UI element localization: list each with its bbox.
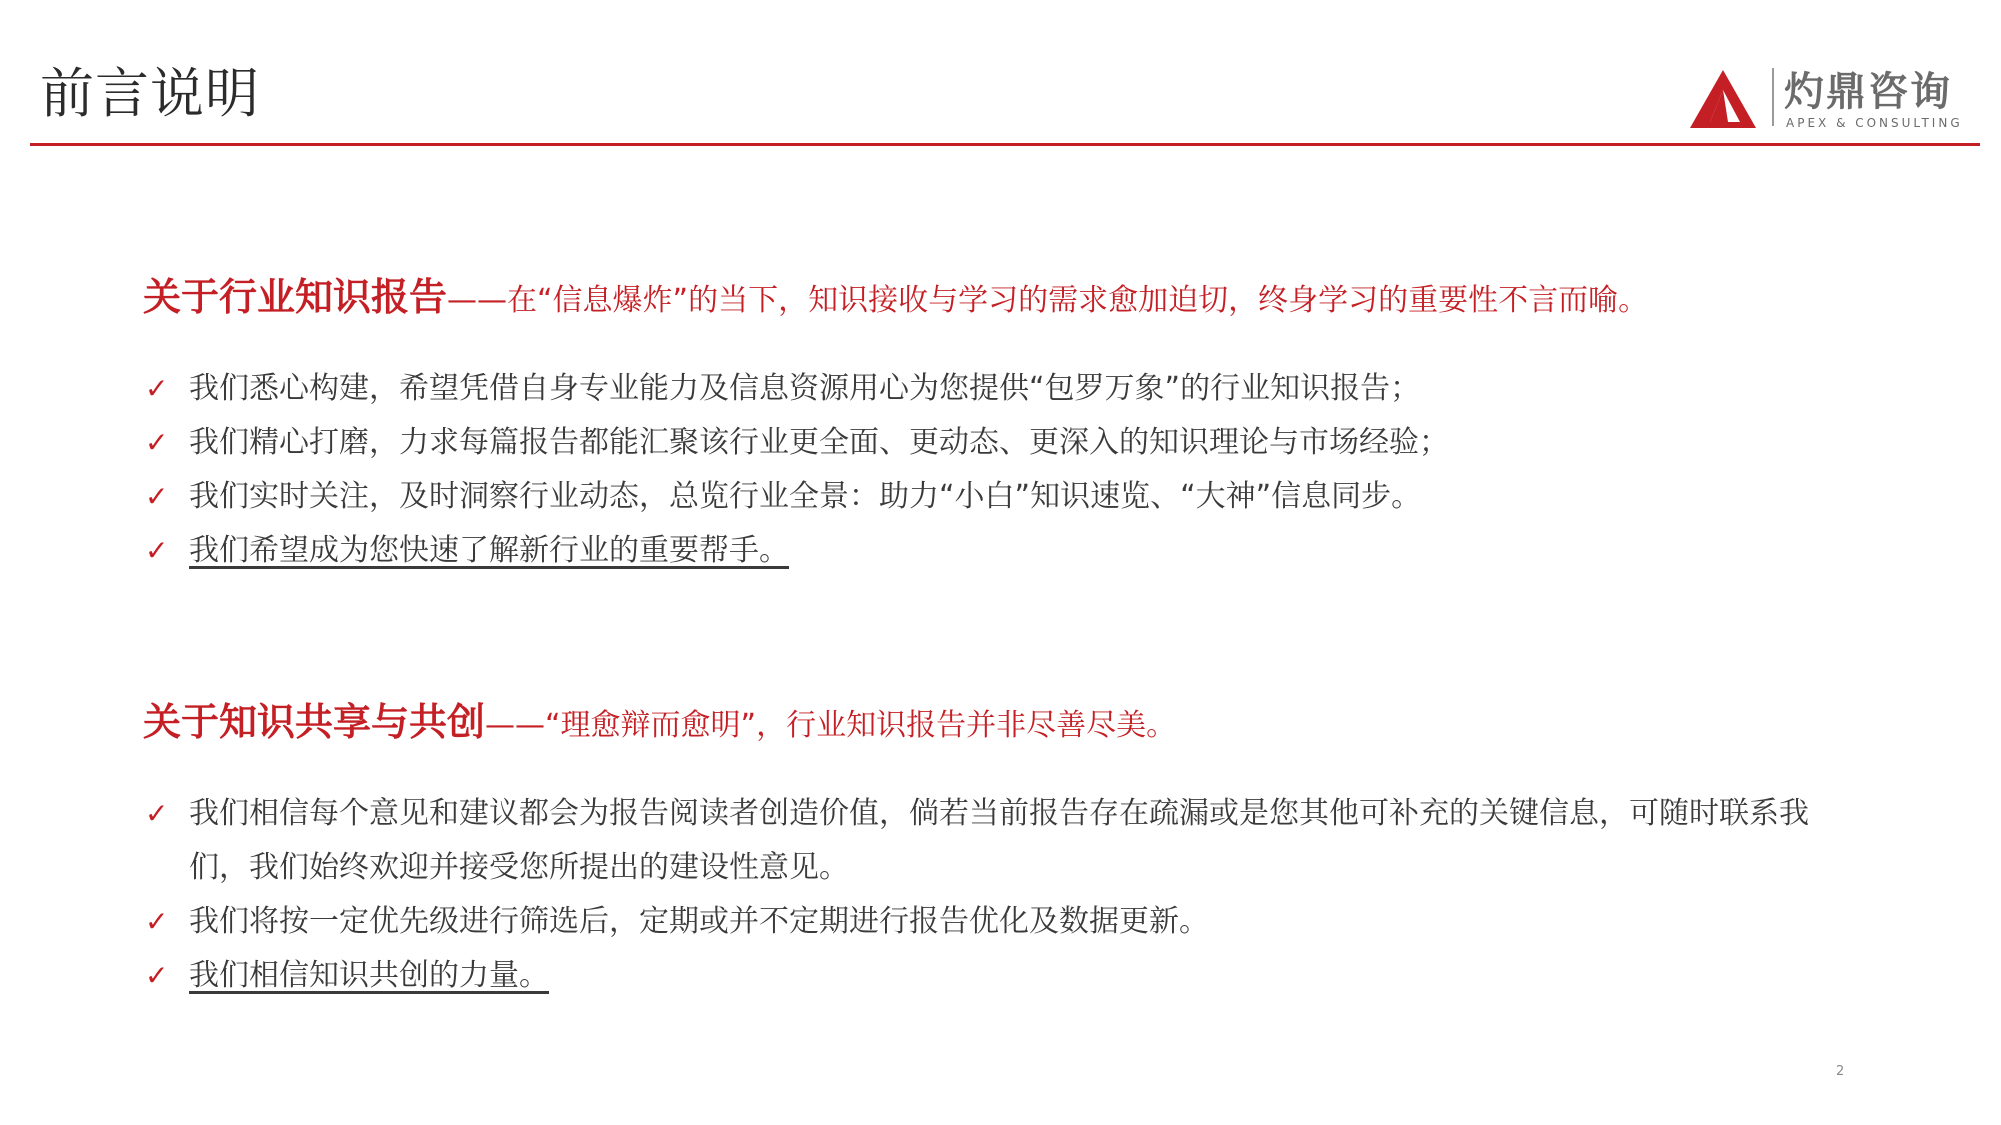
bullet-text-underlined: 我们希望成为您快速了解新行业的重要帮手。 [189,533,789,568]
list-item [145,416,1865,470]
logo-name: 灼鼎咨询 [1784,69,1952,115]
page-number: 2 [1836,1064,1845,1079]
company-logo [1688,64,1963,134]
list-item [145,949,1865,1003]
list-item [145,895,1865,949]
title-divider [30,143,1980,146]
section-heading-text: ——“理愈辩而愈明”，行业知识报告并非尽善尽美。 [485,708,1177,743]
checkmark-icon: ✓ [145,480,169,513]
logo-tagline: APEX & CONSULTING [1786,116,1963,130]
checkmark-icon: ✓ [145,959,169,992]
list-item [145,362,1865,416]
list-item [145,787,1865,895]
bullet-list-industry-report [145,362,1865,578]
bullet-text: 我们精心打磨，力求每篇报告都能汇聚该行业更全面、更动态、更深入的知识理论与市场经验； [189,425,1449,460]
checkmark-icon: ✓ [145,797,169,830]
logo-divider [1772,68,1774,126]
section-heading-text: ——在“信息爆炸”的当下，知识接收与学习的需求愈加迫切，终身学习的重要性不言而喻。 [447,283,1649,318]
checkmark-icon: ✓ [145,905,169,938]
bullet-text: 我们悉心构建，希望凭借自身专业能力及信息资源用心为您提供“包罗万象”的行业知识报告； [189,371,1421,406]
section-heading-knowledge-sharing [143,691,1176,746]
section-heading-bold: 关于知识共享与共创 [143,700,486,744]
bullet-text: 我们实时关注，及时洞察行业动态，总览行业全景：助力“小白”知识速览、“大神”信息同步。 [189,479,1422,514]
page-title: 前言说明 [40,62,260,125]
bullet-text-underlined: 我们相信知识共创的力量。 [189,958,549,993]
triangle-logo-icon [1688,68,1758,130]
section-heading-bold: 关于行业知识报告 [143,275,448,319]
checkmark-icon: ✓ [145,372,169,405]
bullet-text: 我们将按一定优先级进行筛选后，定期或并不定期进行报告优化及数据更新。 [189,904,1209,939]
list-item [145,470,1865,524]
checkmark-icon: ✓ [145,534,169,567]
checkmark-icon: ✓ [145,426,169,459]
bullet-list-knowledge-sharing [145,787,1865,1003]
section-heading-industry-report [143,266,1648,321]
list-item [145,524,1865,578]
bullet-text: 我们相信每个意见和建议都会为报告阅读者创造价值，倘若当前报告存在疏漏或是您其他可补充的关键信息，可随时联系我们，我们始终欢迎并接受您所提出的建设性意见。 [189,796,1809,885]
